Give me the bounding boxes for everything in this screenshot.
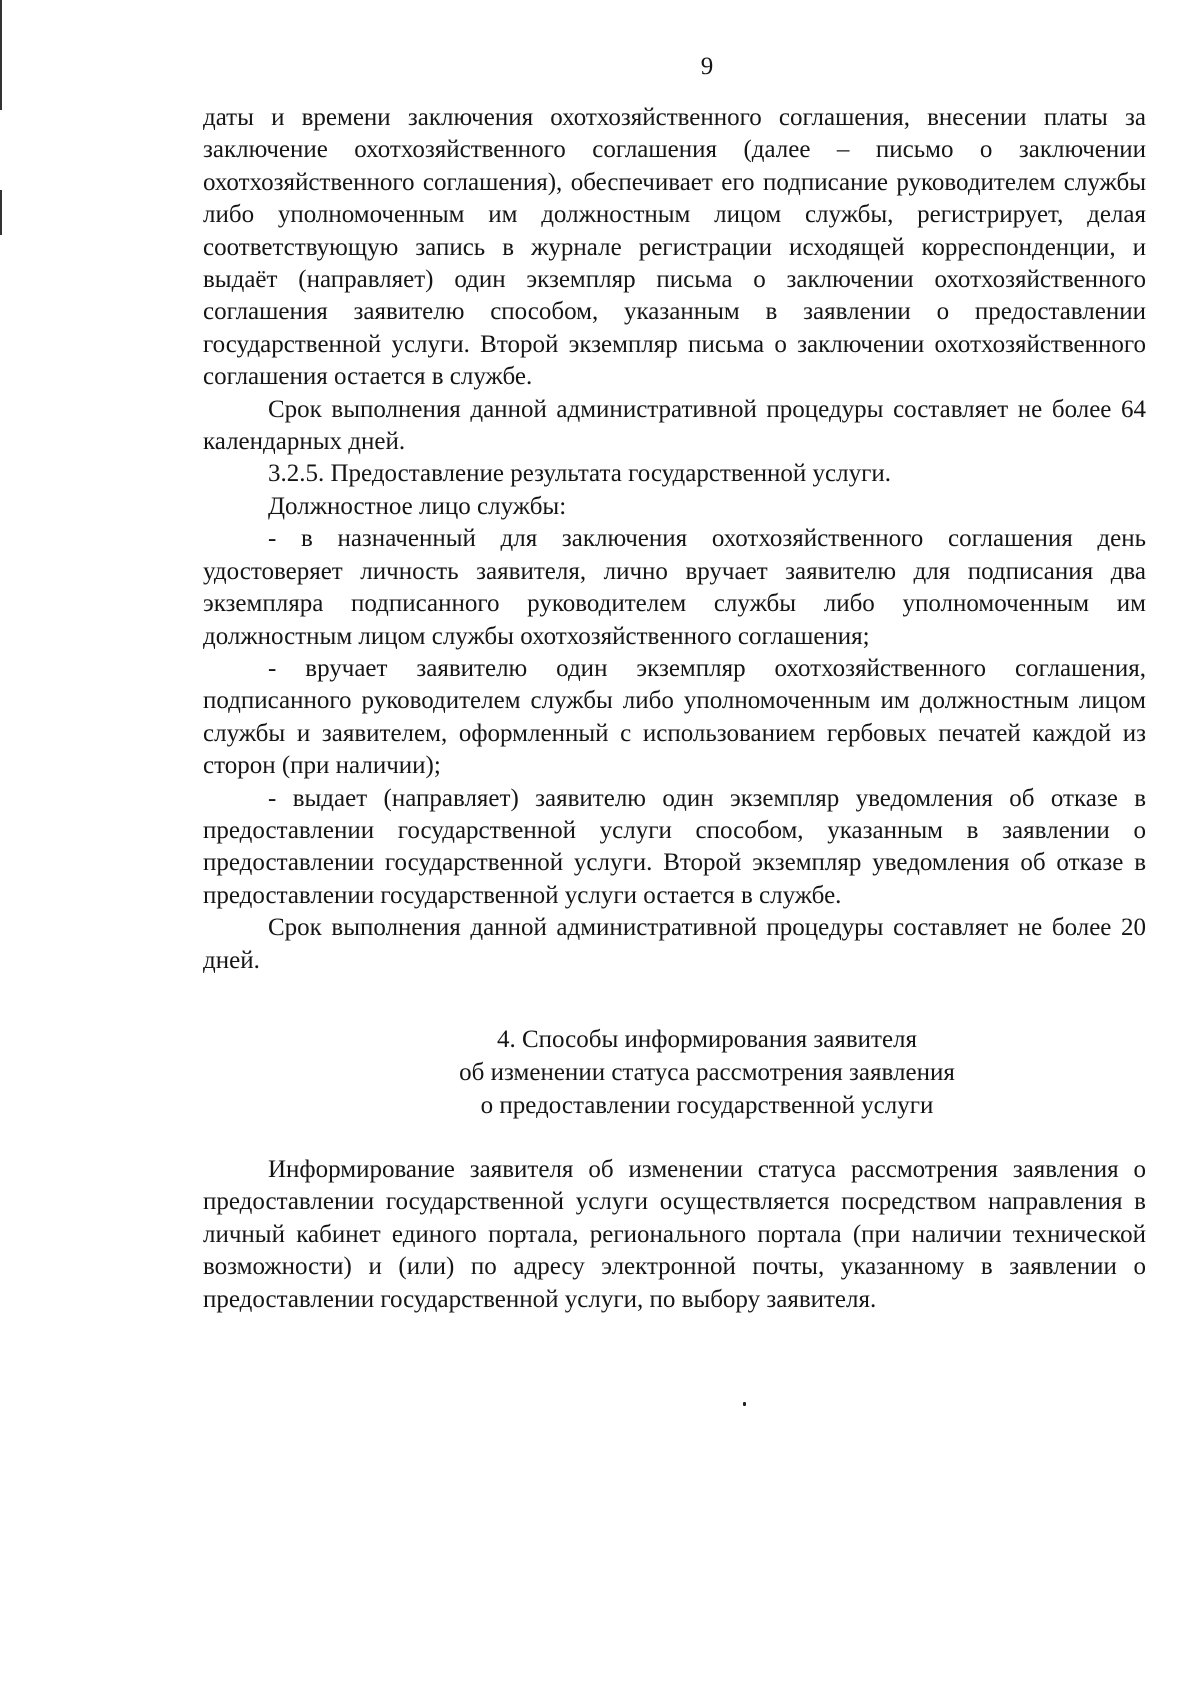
- document-page: [203, 52, 1146, 1316]
- paragraph-term-64-days: Срок выполнения данной административной процедуры составляет не более 64 календарных дней.: [203, 395, 1146, 456]
- page-number: 9: [700, 53, 714, 80]
- paragraph-term-20-days: Срок выполнения данной административной процедуры составляет не более 20 дней.: [203, 914, 1146, 974]
- list-item-hand-over-copy: - вручает заявителю один экземпляр охотхозяйственного соглашения, подписанного руководителем службы либо уполномоченным им должностным лицом службы и заявителем, оформленный с использованием гербовых печатей каждой из сторон (при наличии);: [203, 654, 1146, 780]
- scan-edge-middle: [0, 190, 2, 235]
- paragraph-official: Должностное лицо службы:: [268, 492, 567, 520]
- paragraph-letter-issuance: даты и времени заключения охотхозяйственного соглашения, внесении платы за заключение охотхозяйственного соглашения (далее – письмо о заключении охотхозяйственного соглашения), обеспечивает его подписание руководителем службы либо уполномоченным им должностным лицом службы, регистрирует, делая соответствующую запись в журнале регистрации исходящей корреспонденции, и выдаёт (направляет) один экземпляр письма о заключении охотхозяйственного соглашения заявителю способом, указанным в заявлении о предоставлении государственной услуги. Второй экземпляр письма о заключении охотхозяйственного соглашения остается в службе.: [203, 104, 1146, 391]
- section-heading-line-1: 4. Способы информирования заявителя: [496, 1025, 918, 1053]
- list-item-identify-applicant: - в назначенный для заключения охотхозяйственного соглашения день удостоверяет личность заявителя, лично вручает заявителю для подписания два экземпляра подписанного руководителем службы либо уполномоченным им должностным лицом службы охотхозяйственного соглашения;: [203, 525, 1146, 650]
- paragraph-status-notification: Информирование заявителя об изменении статуса рассмотрения заявления о предоставлении государственной услуги осуществляется посредством направления в личный кабинет единого портала, регионального портала (при наличии технической возможности) и (или) по адресу электронной почты, указанному в заявлении о предоставлении государственной услуги, по выбору заявителя.: [203, 1155, 1146, 1313]
- scan-edge-top: [0, 0, 2, 110]
- section-heading-line-3: о предоставлении государственной услуги: [480, 1091, 934, 1119]
- paragraph-section-3-2-5: 3.2.5. Предоставление результата государственной услуги.: [268, 460, 891, 488]
- scan-speck: [743, 1402, 746, 1406]
- section-heading: [203, 1023, 1146, 1122]
- section-heading-line-2: об изменении статуса рассмотрения заявления: [459, 1058, 955, 1086]
- list-item-refusal-notice: - выдает (направляет) заявителю один экземпляр уведомления об отказе в предоставлении государственной услуги способом, указанным в заявлении о предоставлении государственной услуги. Второй экземпляр уведомления об отказе в предоставлении государственной услуги остается в службе.: [203, 784, 1146, 909]
